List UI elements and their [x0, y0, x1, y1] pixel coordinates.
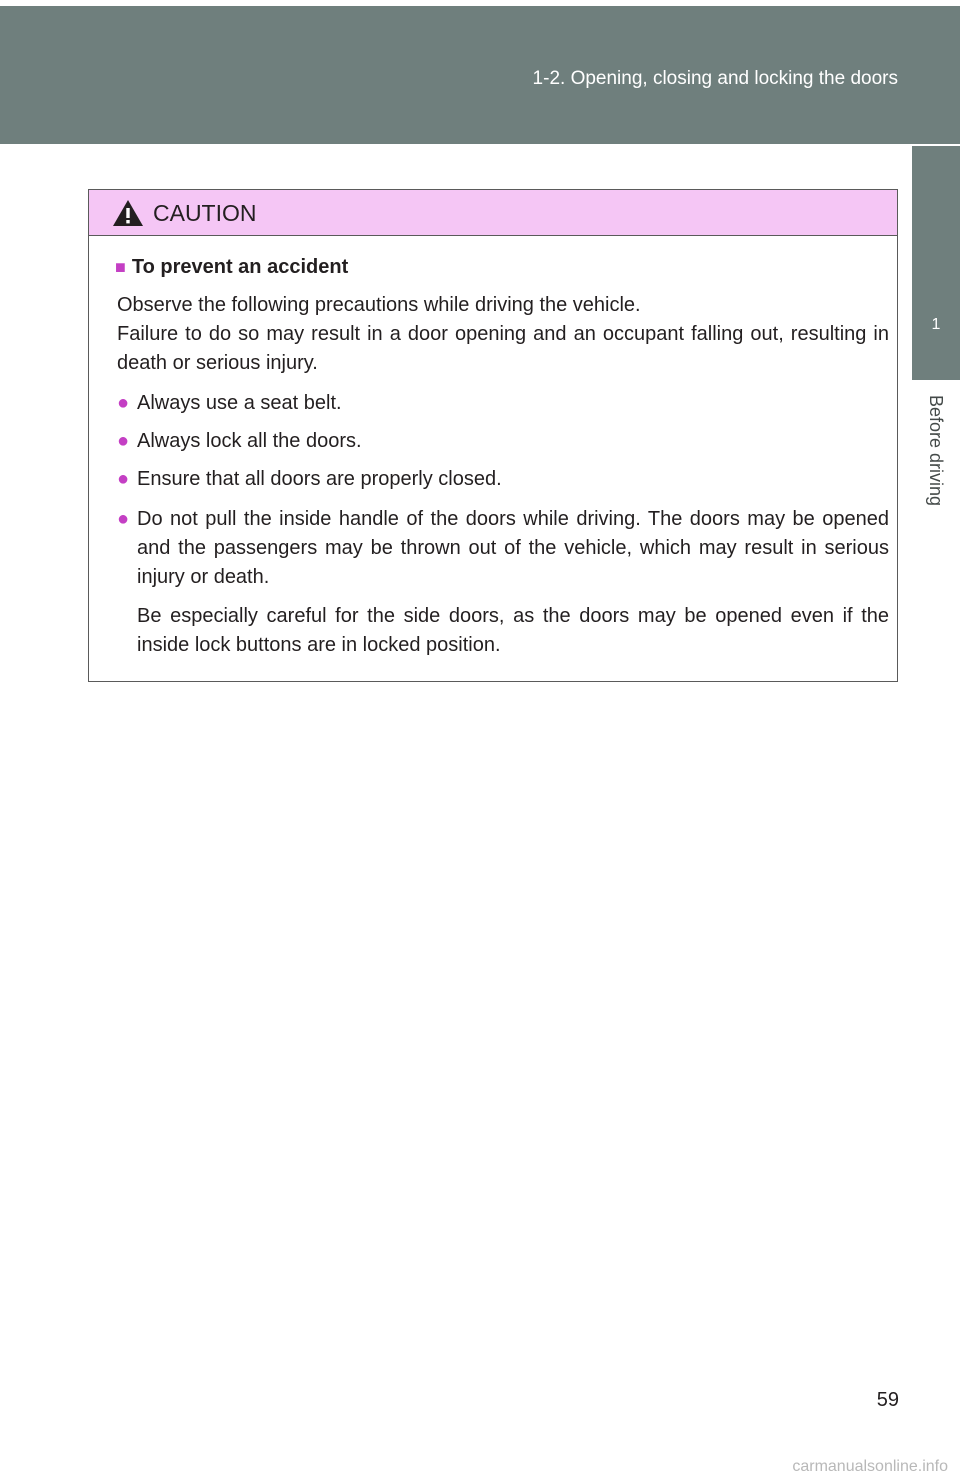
- chapter-title: 1-2. Opening, closing and locking the doors: [532, 68, 898, 89]
- bullet-text: Do not pull the inside handle of the doors while driving. The doors may be opened and the passengers may be thrown out of the vehicle, which may result in serious injury or death.: [137, 508, 889, 588]
- bullet-dot-icon: ●: [117, 468, 130, 490]
- bullet-dot-icon: ●: [117, 430, 130, 452]
- page-number: 59: [876, 1389, 899, 1411]
- bullet-text: Ensure that all doors are properly closed.: [137, 468, 502, 490]
- bullet-text: Always use a seat belt.: [137, 392, 342, 414]
- bullet-text: Always lock all the doors.: [137, 430, 362, 452]
- page-header: [0, 6, 960, 144]
- chapter-number: 1: [931, 316, 941, 333]
- section-title-text: To prevent an accident: [131, 256, 349, 278]
- caution-title: CAUTION: [153, 200, 257, 226]
- caution-header: [89, 190, 897, 236]
- intro-line-1: Observe the following precautions while driving the vehicle.: [117, 294, 641, 316]
- caution-box: [88, 189, 898, 682]
- intro-line-2: Failure to do so may result in a door opening and an occupant falling out, resulting in death or serious injury.: [117, 323, 889, 374]
- watermark-text: carmanualsonline.info: [792, 1458, 948, 1475]
- chapter-label: Before driving: [926, 395, 946, 507]
- bullet-dot-icon: ●: [117, 508, 130, 530]
- section-title: [115, 256, 348, 279]
- square-bullet-icon: ■: [115, 257, 126, 277]
- warning-triangle-icon: [111, 198, 145, 228]
- bullet-dot-icon: ●: [117, 392, 130, 414]
- note-text: Be especially careful for the side doors, as the doors may be opened even if the inside lock buttons are in locked position.: [137, 605, 889, 656]
- side-tab-number: [912, 146, 960, 380]
